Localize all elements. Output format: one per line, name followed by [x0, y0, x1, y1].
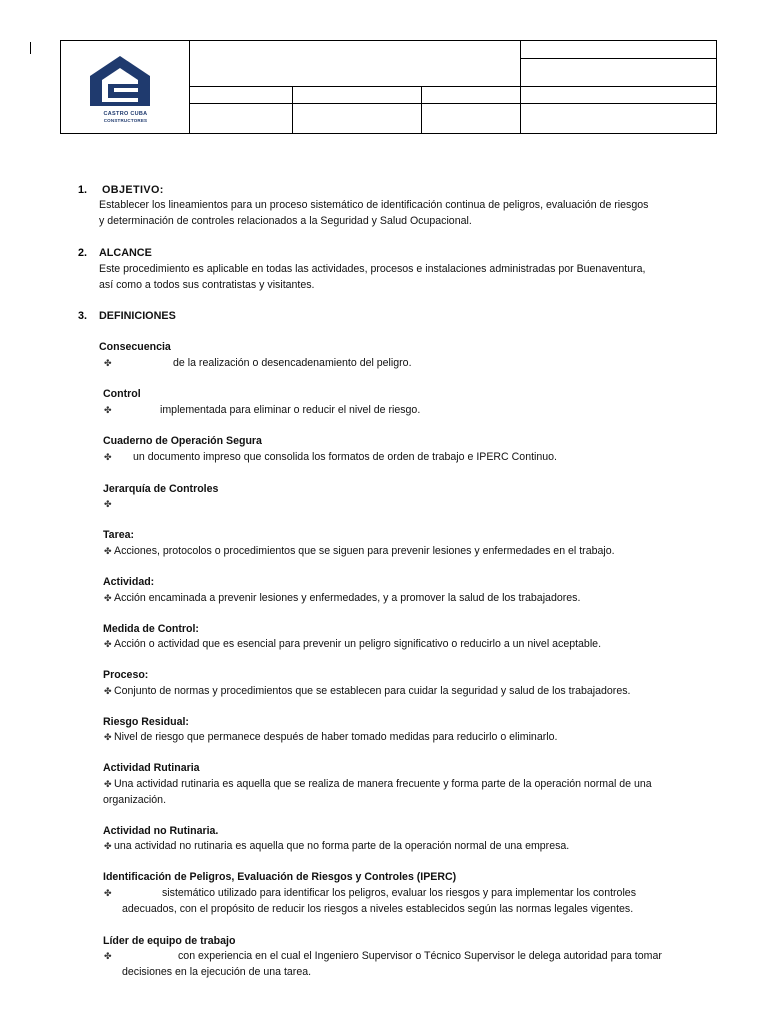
section-text-line: y determinación de controles relacionados a la Seguridad y Salud Ocupacional.: [99, 215, 472, 227]
definition-term: Jerarquía de Controles: [103, 483, 219, 495]
bullet-icon: ✤: [104, 358, 112, 368]
header-row2-cell-4: [520, 86, 717, 104]
bullet-icon: ✤: [104, 593, 112, 603]
definition-term: Líder de equipo de trabajo: [103, 935, 236, 947]
section-number: 3.: [78, 310, 88, 322]
definition-term: Actividad Rutinaria: [103, 762, 200, 774]
definition-term: Control: [103, 388, 141, 400]
definition-text: Acción o actividad que es esencial para prevenir un peligro significativo o reducirlo a un nivel aceptable.: [114, 638, 602, 650]
definition-term: Riesgo Residual:: [103, 716, 189, 728]
header-row2-cell-3: [421, 86, 521, 104]
definition-text: Una actividad rutinaria es aquella que se realiza de manera frecuente y forma parte de la operación normal de una: [114, 778, 652, 790]
header-row3-cell-3: [421, 103, 521, 134]
bullet-icon: ✤: [104, 686, 112, 696]
definition-text: organización.: [103, 794, 167, 806]
bullet-icon: ✤: [104, 639, 112, 649]
header-row3-cell-4: [520, 103, 717, 134]
header-row3-cell-1: [189, 103, 293, 134]
header-row3-cell-2: [292, 103, 422, 134]
bullet-icon: ✤: [104, 779, 112, 789]
header-row2-cell-1: [189, 86, 293, 104]
definition-term: Identificación de Peligros, Evaluación de Riesgos y Controles (IPERC): [103, 871, 457, 883]
bullet-icon: ✤: [104, 841, 112, 851]
header-title-cell: [189, 40, 521, 87]
definition-text: adecuados, con el propósito de reducir los riesgos a niveles establecidos según las normas legales vigentes.: [122, 903, 634, 915]
definition-text: de la realización o desencadenamiento del peligro.: [173, 357, 412, 369]
bullet-icon: ✤: [104, 499, 112, 509]
definition-term: Cuaderno de Operación Segura: [103, 435, 262, 447]
header-version-cell: [520, 58, 717, 87]
section-title-definiciones: DEFINICIONES: [99, 310, 176, 322]
document-header-table: [60, 40, 717, 134]
bullet-icon: ✤: [104, 732, 112, 742]
section-title-objetivo: OBJETIVO:: [102, 184, 164, 196]
definition-term: Actividad:: [103, 576, 155, 588]
logo-company-subtitle: CONSTRUCTORES: [103, 118, 148, 123]
section-number: 1.: [78, 184, 88, 196]
section-title-alcance: ALCANCE: [99, 247, 152, 259]
bullet-icon: ✤: [104, 546, 112, 556]
logo-mark-icon: [88, 54, 163, 109]
definition-term: Proceso:: [103, 669, 149, 681]
definition-term: Consecuencia: [99, 341, 171, 353]
definition-text: Nivel de riesgo que permanece después de haber tomado medidas para reducirlo o eliminarlo.: [114, 731, 558, 743]
definition-text: decisiones en la ejecución de una tarea.: [122, 966, 312, 978]
definition-term: Tarea:: [103, 529, 135, 541]
bullet-icon: ✤: [104, 452, 112, 462]
definition-text: sistemático utilizado para identificar los peligros, evaluar los riesgos y para implementar los controles: [162, 887, 636, 899]
header-row2-cell-2: [292, 86, 422, 104]
definition-text: un documento impreso que consolida los formatos de orden de trabajo e IPERC Continuo.: [133, 451, 557, 463]
bullet-icon: ✤: [104, 951, 112, 961]
definition-text: con experiencia en el cual el Ingeniero Supervisor o Técnico Supervisor le delega autoridad para tomar: [178, 950, 662, 962]
company-logo: [61, 41, 190, 133]
header-code-cell: [520, 40, 717, 59]
section-text-line: Establecer los lineamientos para un proceso sistemático de identificación continua de peligros, evaluación de riesgos: [99, 199, 649, 211]
bullet-icon: ✤: [104, 888, 112, 898]
logo-company-name: CASTRO CUBA: [103, 111, 148, 117]
section-text-line: así como a todos sus contratistas y visitantes.: [99, 279, 315, 291]
definition-term: Medida de Control:: [103, 623, 199, 635]
text-cursor: [30, 42, 31, 54]
definition-text: Acciones, protocolos o procedimientos que se siguen para prevenir lesiones y enfermedades en el trabajo.: [114, 545, 615, 557]
definition-text: Acción encaminada a prevenir lesiones y enfermedades, y a promover la salud de los trabajadores.: [114, 592, 581, 604]
section-number: 2.: [78, 247, 88, 259]
definition-term: Actividad no Rutinaria.: [103, 825, 219, 837]
bullet-icon: ✤: [104, 405, 112, 415]
definition-text: implementada para eliminar o reducir el nivel de riesgo.: [160, 404, 421, 416]
definition-text: Conjunto de normas y procedimientos que se establecen para cuidar la seguridad y salud de los trabajadores.: [114, 685, 631, 697]
section-text-line: Este procedimiento es aplicable en todas las actividades, procesos e instalaciones administradas por Buenaventura,: [99, 263, 646, 275]
definition-text: una actividad no rutinaria es aquella que no forma parte de la operación normal de una empresa.: [114, 840, 570, 852]
